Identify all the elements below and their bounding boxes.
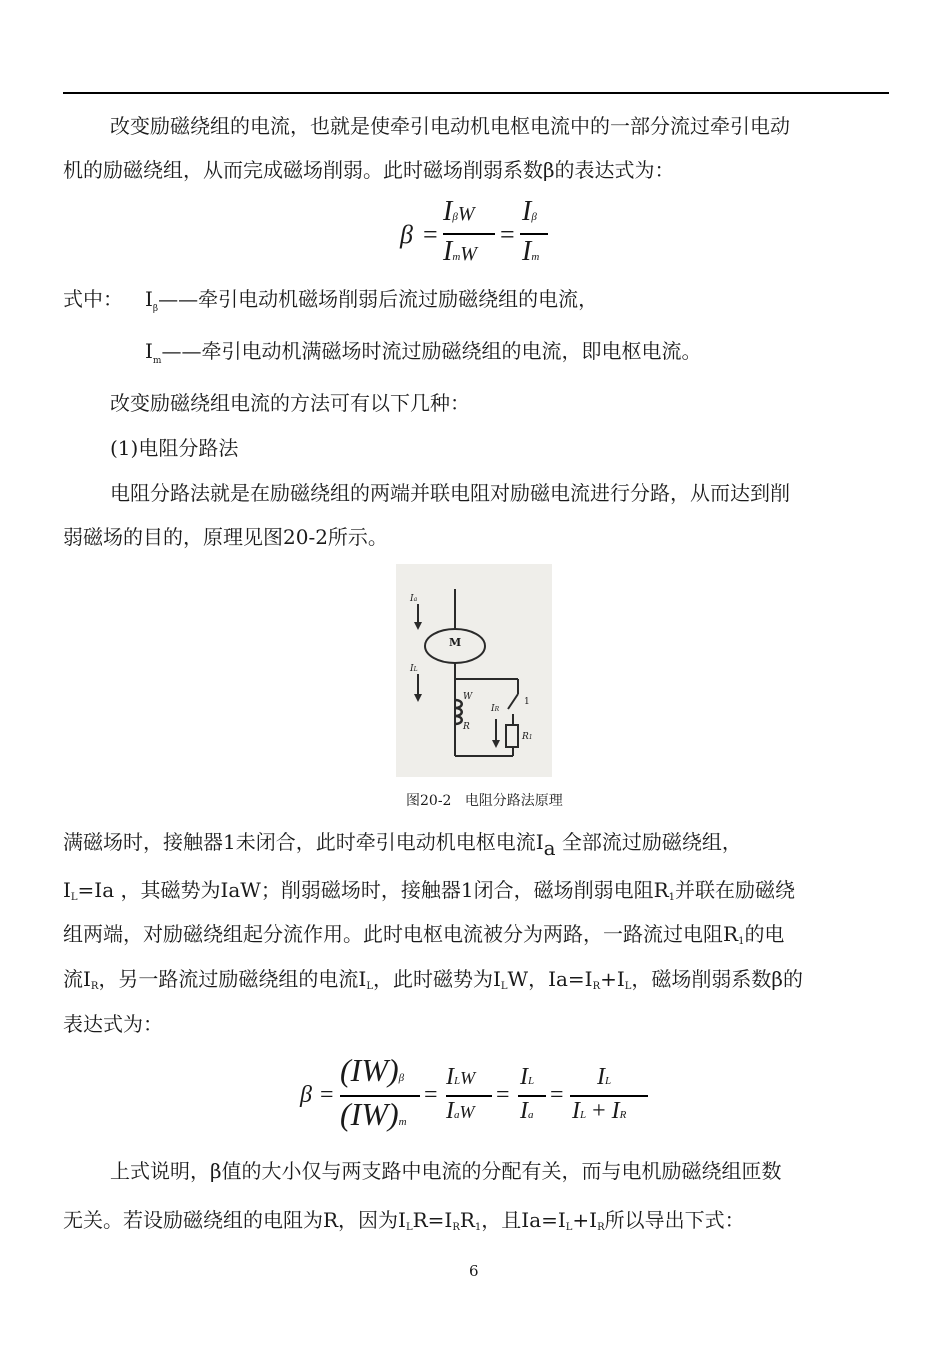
equals: = bbox=[424, 1082, 438, 1108]
para5-line4: 流IR，另一路流过励磁绕组的电流IL，此时磁势为ILW，Ia=IR+IL，磁场削弱系数β的 bbox=[63, 967, 803, 992]
denominator-iw: (IW)m bbox=[340, 1096, 407, 1132]
denominator-ia: Ia bbox=[520, 1098, 534, 1124]
beta-symbol: β bbox=[400, 220, 413, 249]
para6-line1: 上式说明，β值的大小仅与两支路中电流的分配有关，而与电机励磁绕组匝数 bbox=[110, 1159, 782, 1183]
para5-line1: 满磁场时，接触器1未闭合，此时牵引电动机电枢电流Ia 全部流过励磁绕组， bbox=[63, 830, 742, 860]
para5-line2: IL=Ia ，其磁势为IaW；削弱磁场时，接触器1闭合，磁场削弱电阻R1并联在励磁绕 bbox=[63, 878, 796, 903]
formula-beta-ratio bbox=[390, 196, 570, 276]
para4-line2: 弱磁场的目的，原理见图20-2所示。 bbox=[63, 525, 388, 549]
beta-symbol: β bbox=[300, 1082, 312, 1108]
r-label: R bbox=[463, 722, 470, 732]
numerator-il: IL bbox=[597, 1064, 612, 1090]
fraction-bar bbox=[570, 1095, 648, 1097]
fraction-bar bbox=[520, 233, 548, 235]
motor-label: M bbox=[449, 636, 462, 649]
equals: = bbox=[423, 220, 438, 249]
formula-beta-expanded bbox=[300, 1050, 660, 1140]
numerator-i: Iβ bbox=[522, 196, 537, 227]
header-rule bbox=[63, 92, 889, 94]
definition-2: $I_m——$牵引电动机满磁场时流过励磁绕组的电流，即电枢电流。 bbox=[145, 339, 702, 366]
equals: = bbox=[500, 220, 515, 249]
equals: = bbox=[320, 1082, 334, 1108]
figure-caption: 图20-2 电阻分路法原理 bbox=[406, 793, 563, 809]
para1-line1: 改变励磁绕组的电流，也就是使牵引电动机电枢电流中的一部分流过牵引电动 bbox=[110, 114, 790, 138]
fraction-bar bbox=[518, 1095, 546, 1097]
denominator-ia: IaW bbox=[446, 1098, 475, 1124]
para5-line5: 表达式为： bbox=[63, 1012, 163, 1036]
denominator-i: ImW bbox=[443, 236, 477, 267]
para5-line3: 组两端，对励磁绕组起分流作用。此时电枢电流被分为两路，一路流过电阻R1的电 bbox=[63, 922, 785, 947]
switch-label: 1 bbox=[524, 697, 530, 707]
equals: = bbox=[496, 1082, 510, 1108]
denominator-i: Im bbox=[522, 236, 540, 267]
para6-line2: 无关。若设励磁绕组的电阻为R，因为ILR=IRR1，且Ia=IL+IR所以导出下式： bbox=[63, 1208, 745, 1233]
il-label: IL bbox=[410, 664, 418, 674]
para1-line2: 机的励磁绕组，从而完成磁场削弱。此时磁场削弱系数β的表达式为： bbox=[63, 158, 675, 182]
equals: = bbox=[550, 1082, 564, 1108]
numerator-iw: (IW)β bbox=[340, 1052, 405, 1088]
section-heading: (1)电阻分路法 bbox=[110, 436, 239, 460]
numerator-il: IL bbox=[520, 1064, 535, 1090]
page-number: 6 bbox=[469, 1262, 479, 1280]
ir-label: IR bbox=[491, 704, 500, 714]
w-label: W bbox=[463, 692, 473, 702]
fraction-bar bbox=[446, 1095, 492, 1097]
circuit-figure bbox=[396, 564, 552, 777]
numerator-il: ILW bbox=[446, 1064, 476, 1090]
para2: 改变励磁绕组电流的方法可有以下几种： bbox=[110, 391, 470, 415]
ia-label: Ia bbox=[410, 594, 418, 604]
para4-line1: 电阻分路法就是在励磁绕组的两端并联电阻对励磁电流进行分路，从而达到削 bbox=[110, 481, 790, 505]
numerator-i: IβW bbox=[443, 196, 475, 227]
denominator-sum: IL + IR bbox=[572, 1098, 627, 1124]
definition-prefix: 式中： bbox=[63, 287, 123, 311]
definition-1: $I_\beta——$牵引电动机磁场削弱后流过励磁绕组的电流， bbox=[145, 287, 599, 314]
fraction-bar bbox=[443, 233, 495, 235]
circuit-diagram bbox=[396, 564, 552, 777]
r1-label: R1 bbox=[522, 732, 533, 742]
